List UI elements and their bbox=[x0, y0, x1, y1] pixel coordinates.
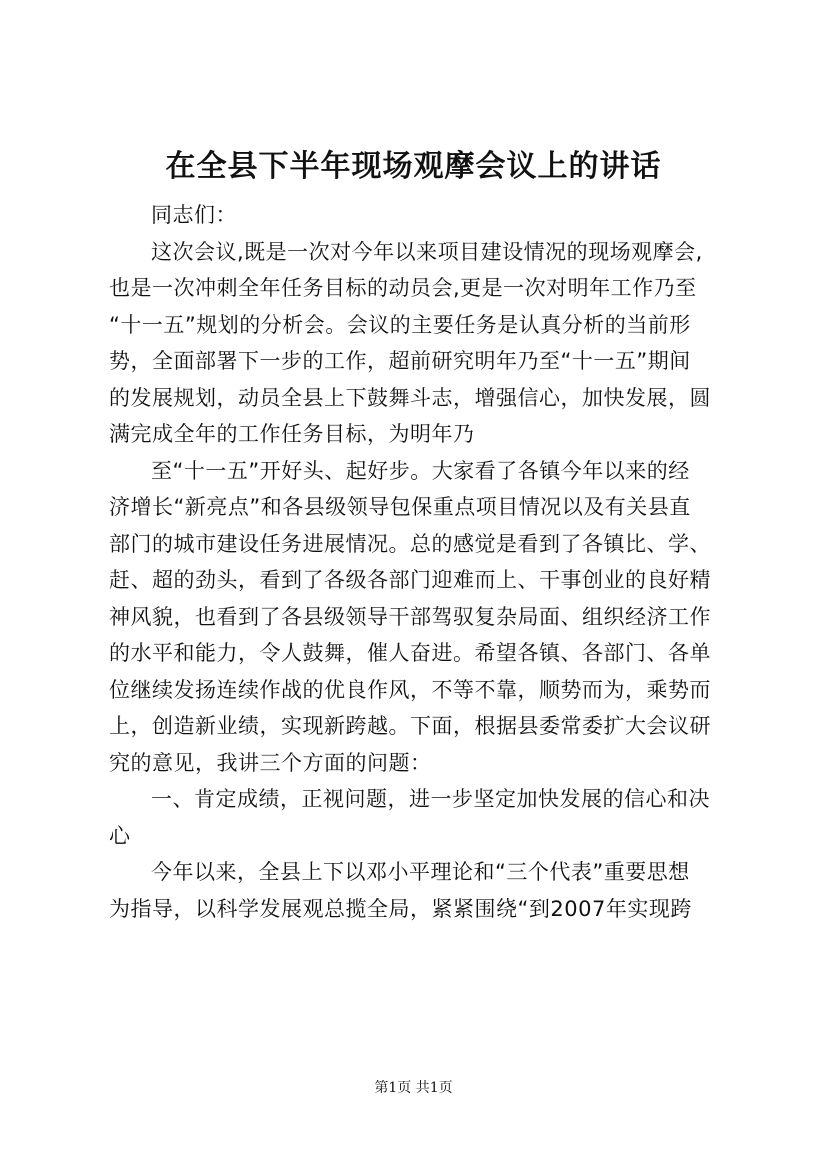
document-title: 在全县下半年现场观摩会议上的讲话 bbox=[165, 149, 662, 184]
body-line: 为指导，以科学发展观总揽全局，紧紧围绕“到2007年实现跨 bbox=[109, 896, 692, 921]
section-heading-line: 一、肯定成绩，正视问题，进一步坚定加快发展的信心和决 bbox=[151, 787, 710, 811]
body-line: 部门的城市建设任务进展情况。总的感觉是看到了各镇比、学、 bbox=[109, 531, 711, 556]
body-line: 上，创造新业绩，实现新跨越。下面，根据县委常委扩大会议研 bbox=[109, 714, 711, 738]
page-number-footer: 第1页 共1页 bbox=[374, 1080, 453, 1096]
body-line: 今年以来，全县上下以邓小平理论和“三个代表”重要思想 bbox=[151, 860, 690, 884]
body-line: 也是一次冲刺全年任务目标的动员会,更是一次对明年工作乃至 bbox=[109, 276, 697, 300]
body-line: 位继续发扬连续作战的优良作风，不等不靠，顺势而为，乘势而 bbox=[109, 677, 711, 702]
body-line: 的发展规划，动员全县上下鼓舞斗志，增强信心，加快发展，圆 bbox=[109, 385, 711, 410]
body-line: 势，全面部署下一步的工作，超前研究明年乃至“十一五”期间 bbox=[109, 349, 691, 373]
section-heading-line: 心 bbox=[109, 823, 131, 848]
body-line: 神风貌，也看到了各县级领导干部驾驭复杂局面、组织经济工作 bbox=[109, 604, 711, 629]
document-body bbox=[109, 197, 739, 927]
body-line-salutation: 同志们： bbox=[151, 203, 237, 227]
body-line: 济增长“新亮点”和各县级领导包保重点项目情况以及有关县直 bbox=[109, 495, 691, 519]
body-line: 赶、超的劲头，看到了各级各部门迎难而上、干事创业的良好精 bbox=[109, 568, 711, 592]
body-line: 至“十一五”开好头、起好步。大家看了各镇今年以来的经 bbox=[151, 458, 690, 483]
body-line: 满完成全年的工作任务目标，为明年乃 bbox=[109, 422, 475, 446]
body-line: 的水平和能力，令人鼓舞，催人奋进。希望各镇、各部门、各单 bbox=[109, 641, 711, 665]
body-line: 这次会议,既是一次对今年以来项目建设情况的现场观摩会, bbox=[151, 239, 703, 264]
body-line: 究的意见，我讲三个方面的问题： bbox=[109, 750, 432, 775]
body-line: “十一五”规划的分析会。会议的主要任务是认真分析的当前形 bbox=[109, 312, 691, 337]
